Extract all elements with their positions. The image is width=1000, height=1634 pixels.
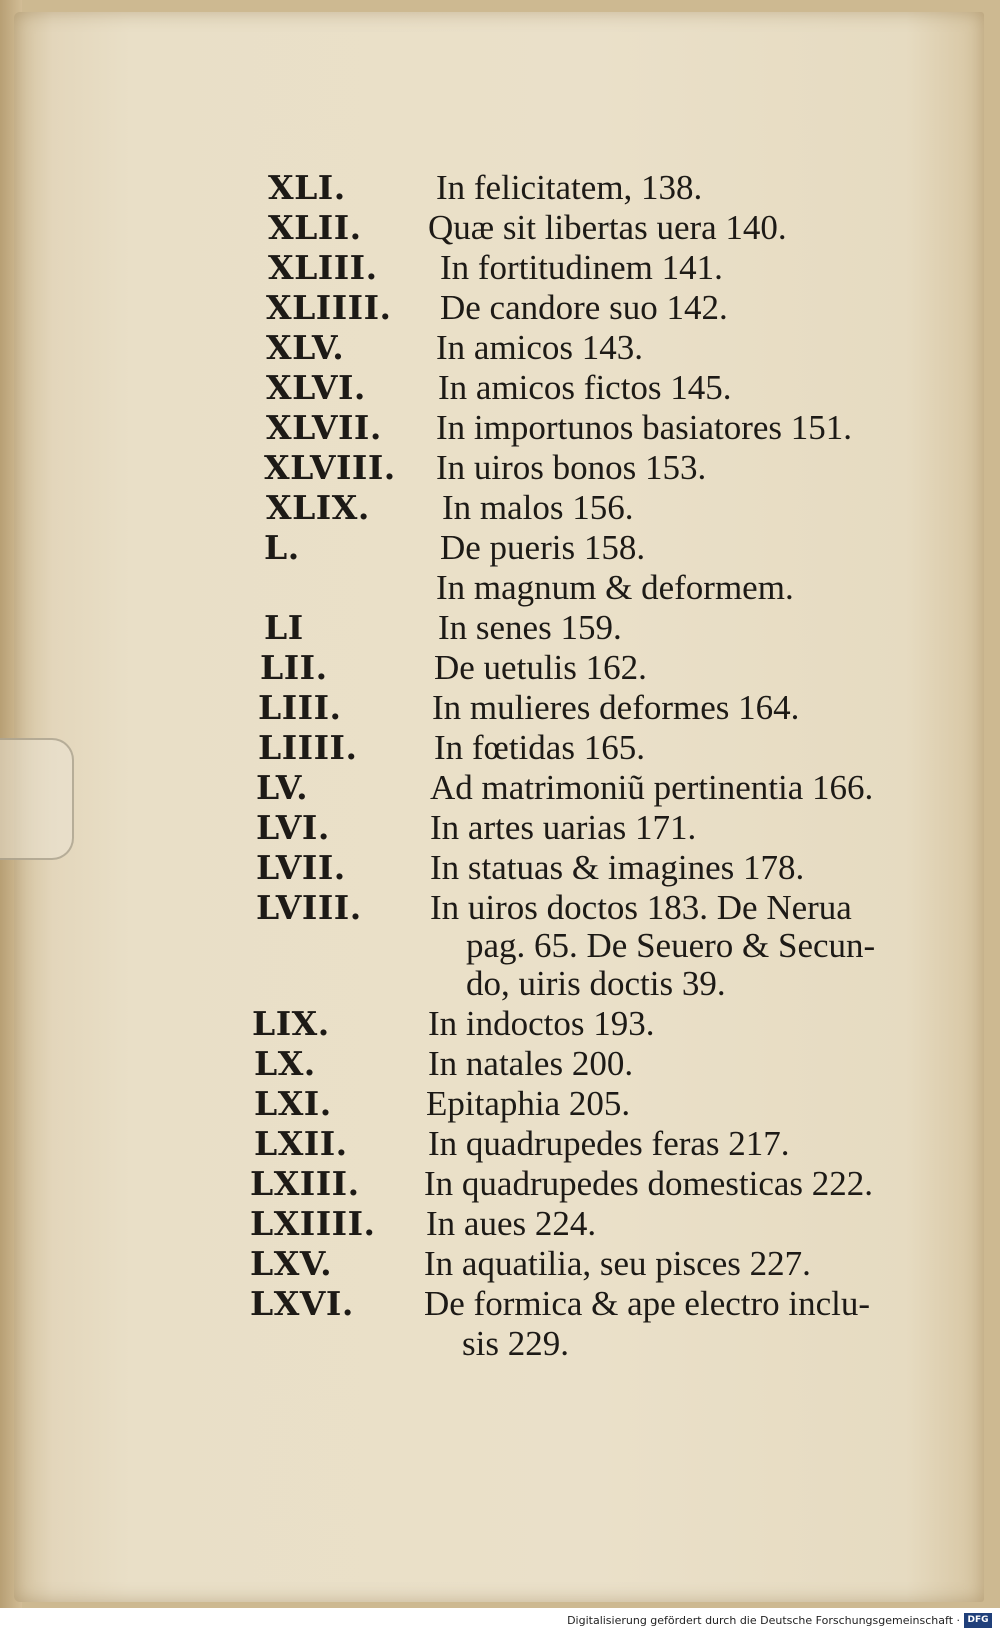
entry-title: In aquatilia, seu pisces 227. <box>424 1244 811 1283</box>
toc-entry <box>0 1244 1000 1284</box>
entry-title: In senes 159. <box>438 608 622 647</box>
toc-entry <box>0 568 1000 608</box>
entry-title: In indoctos 193. <box>428 1004 655 1043</box>
entry-number: LV. <box>256 768 309 807</box>
entry-number: XLII. <box>268 208 362 247</box>
entry-number: XLV. <box>266 328 345 367</box>
toc-entry <box>0 1204 1000 1244</box>
toc-entry <box>0 528 1000 568</box>
toc-entry <box>0 688 1000 728</box>
entry-title: sis 229. <box>462 1324 569 1363</box>
toc-entry <box>0 926 1000 966</box>
entry-number: XLIX. <box>266 488 370 527</box>
entry-number: LII. <box>260 648 328 687</box>
entry-title: In magnum & deformem. <box>436 568 794 607</box>
toc-entry <box>0 1084 1000 1124</box>
entry-title: De pueris 158. <box>440 528 646 567</box>
entry-number: XLIII. <box>268 248 378 287</box>
toc-entry <box>0 1324 1000 1364</box>
toc-entry <box>0 1044 1000 1084</box>
entry-title: In amicos 143. <box>436 328 644 367</box>
entry-title: do, uiris doctis 39. <box>466 964 726 1003</box>
toc-entry <box>0 964 1000 1004</box>
toc-entry <box>0 1164 1000 1204</box>
entry-title: In fortitudinem 141. <box>440 248 723 287</box>
toc-entry <box>0 368 1000 408</box>
toc-entry <box>0 408 1000 448</box>
toc-entry <box>0 1004 1000 1044</box>
toc-entry <box>0 168 1000 208</box>
entry-number: LXVI. <box>250 1284 354 1323</box>
entry-number: LXV. <box>250 1244 333 1283</box>
entry-title: In malos 156. <box>442 488 634 527</box>
entry-number: XLVIII. <box>264 448 396 487</box>
toc-entry <box>0 648 1000 688</box>
entry-number: LVIII. <box>256 888 362 927</box>
toc-entry <box>0 808 1000 848</box>
entry-title: In felicitatem, 138. <box>436 168 703 207</box>
entry-number: LX. <box>254 1044 316 1083</box>
entry-number: XLIIII. <box>266 288 392 327</box>
toc-entry <box>0 248 1000 288</box>
entry-title: De uetulis 162. <box>434 648 647 687</box>
toc-entry <box>0 208 1000 248</box>
entry-number: LI <box>264 608 304 647</box>
entry-title: In uiros bonos 153. <box>436 448 707 487</box>
entry-number: LVII. <box>256 848 346 887</box>
entry-title: In quadrupedes domesticas 222. <box>424 1164 874 1203</box>
dfg-logo: DFG <box>964 1613 992 1628</box>
entry-title: In aues 224. <box>426 1204 597 1243</box>
entry-number: XLVII. <box>266 408 382 447</box>
entry-title: In quadrupedes feras 217. <box>428 1124 790 1163</box>
entry-number: LIII. <box>258 688 342 727</box>
toc-entry <box>0 888 1000 928</box>
entry-number: XLI. <box>268 168 346 207</box>
digitization-footer <box>0 1608 1000 1634</box>
entry-number: XLVI. <box>266 368 366 407</box>
toc-entry <box>0 288 1000 328</box>
entry-title: In importunos basiatores 151. <box>436 408 853 447</box>
toc-entry <box>0 1284 1000 1324</box>
entry-number: LXIIII. <box>250 1204 376 1243</box>
entry-title: Quæ sit libertas uera 140. <box>428 208 787 247</box>
entry-title: Epitaphia 205. <box>426 1084 631 1123</box>
entry-number: LIIII. <box>258 728 358 767</box>
entry-number: LIX. <box>252 1004 330 1043</box>
toc-entry <box>0 608 1000 648</box>
entry-number: LXI. <box>254 1084 332 1123</box>
entry-title: In statuas & imagines 178. <box>430 848 805 887</box>
toc-entry <box>0 448 1000 488</box>
toc-entry <box>0 328 1000 368</box>
toc-entry <box>0 1124 1000 1164</box>
entry-title: De candore suo 142. <box>440 288 728 327</box>
entry-title: In uiros doctos 183. De Nerua <box>430 888 852 927</box>
entry-title: In mulieres deformes 164. <box>432 688 800 727</box>
entry-title: In fœtidas 165. <box>434 728 645 767</box>
toc-entry <box>0 768 1000 808</box>
entry-number: LVI. <box>256 808 330 847</box>
entry-title: Ad matrimoniũ pertinentia 166. <box>430 768 874 807</box>
toc-entry <box>0 848 1000 888</box>
funding-credit: Digitalisierung gefördert durch die Deutsche Forschungsgemeinschaft · <box>567 1614 960 1627</box>
entry-title: In amicos fictos 145. <box>438 368 732 407</box>
entry-number: L. <box>264 528 300 567</box>
toc-entry <box>0 728 1000 768</box>
toc-entry <box>0 488 1000 528</box>
entry-title: In artes uarias 171. <box>430 808 697 847</box>
entry-title: pag. 65. De Seuero & Secun- <box>466 926 876 965</box>
entry-title: De formica & ape electro inclu- <box>424 1284 871 1323</box>
entry-number: LXII. <box>254 1124 348 1163</box>
entry-title: In natales 200. <box>428 1044 634 1083</box>
entry-number: LXIII. <box>250 1164 360 1203</box>
